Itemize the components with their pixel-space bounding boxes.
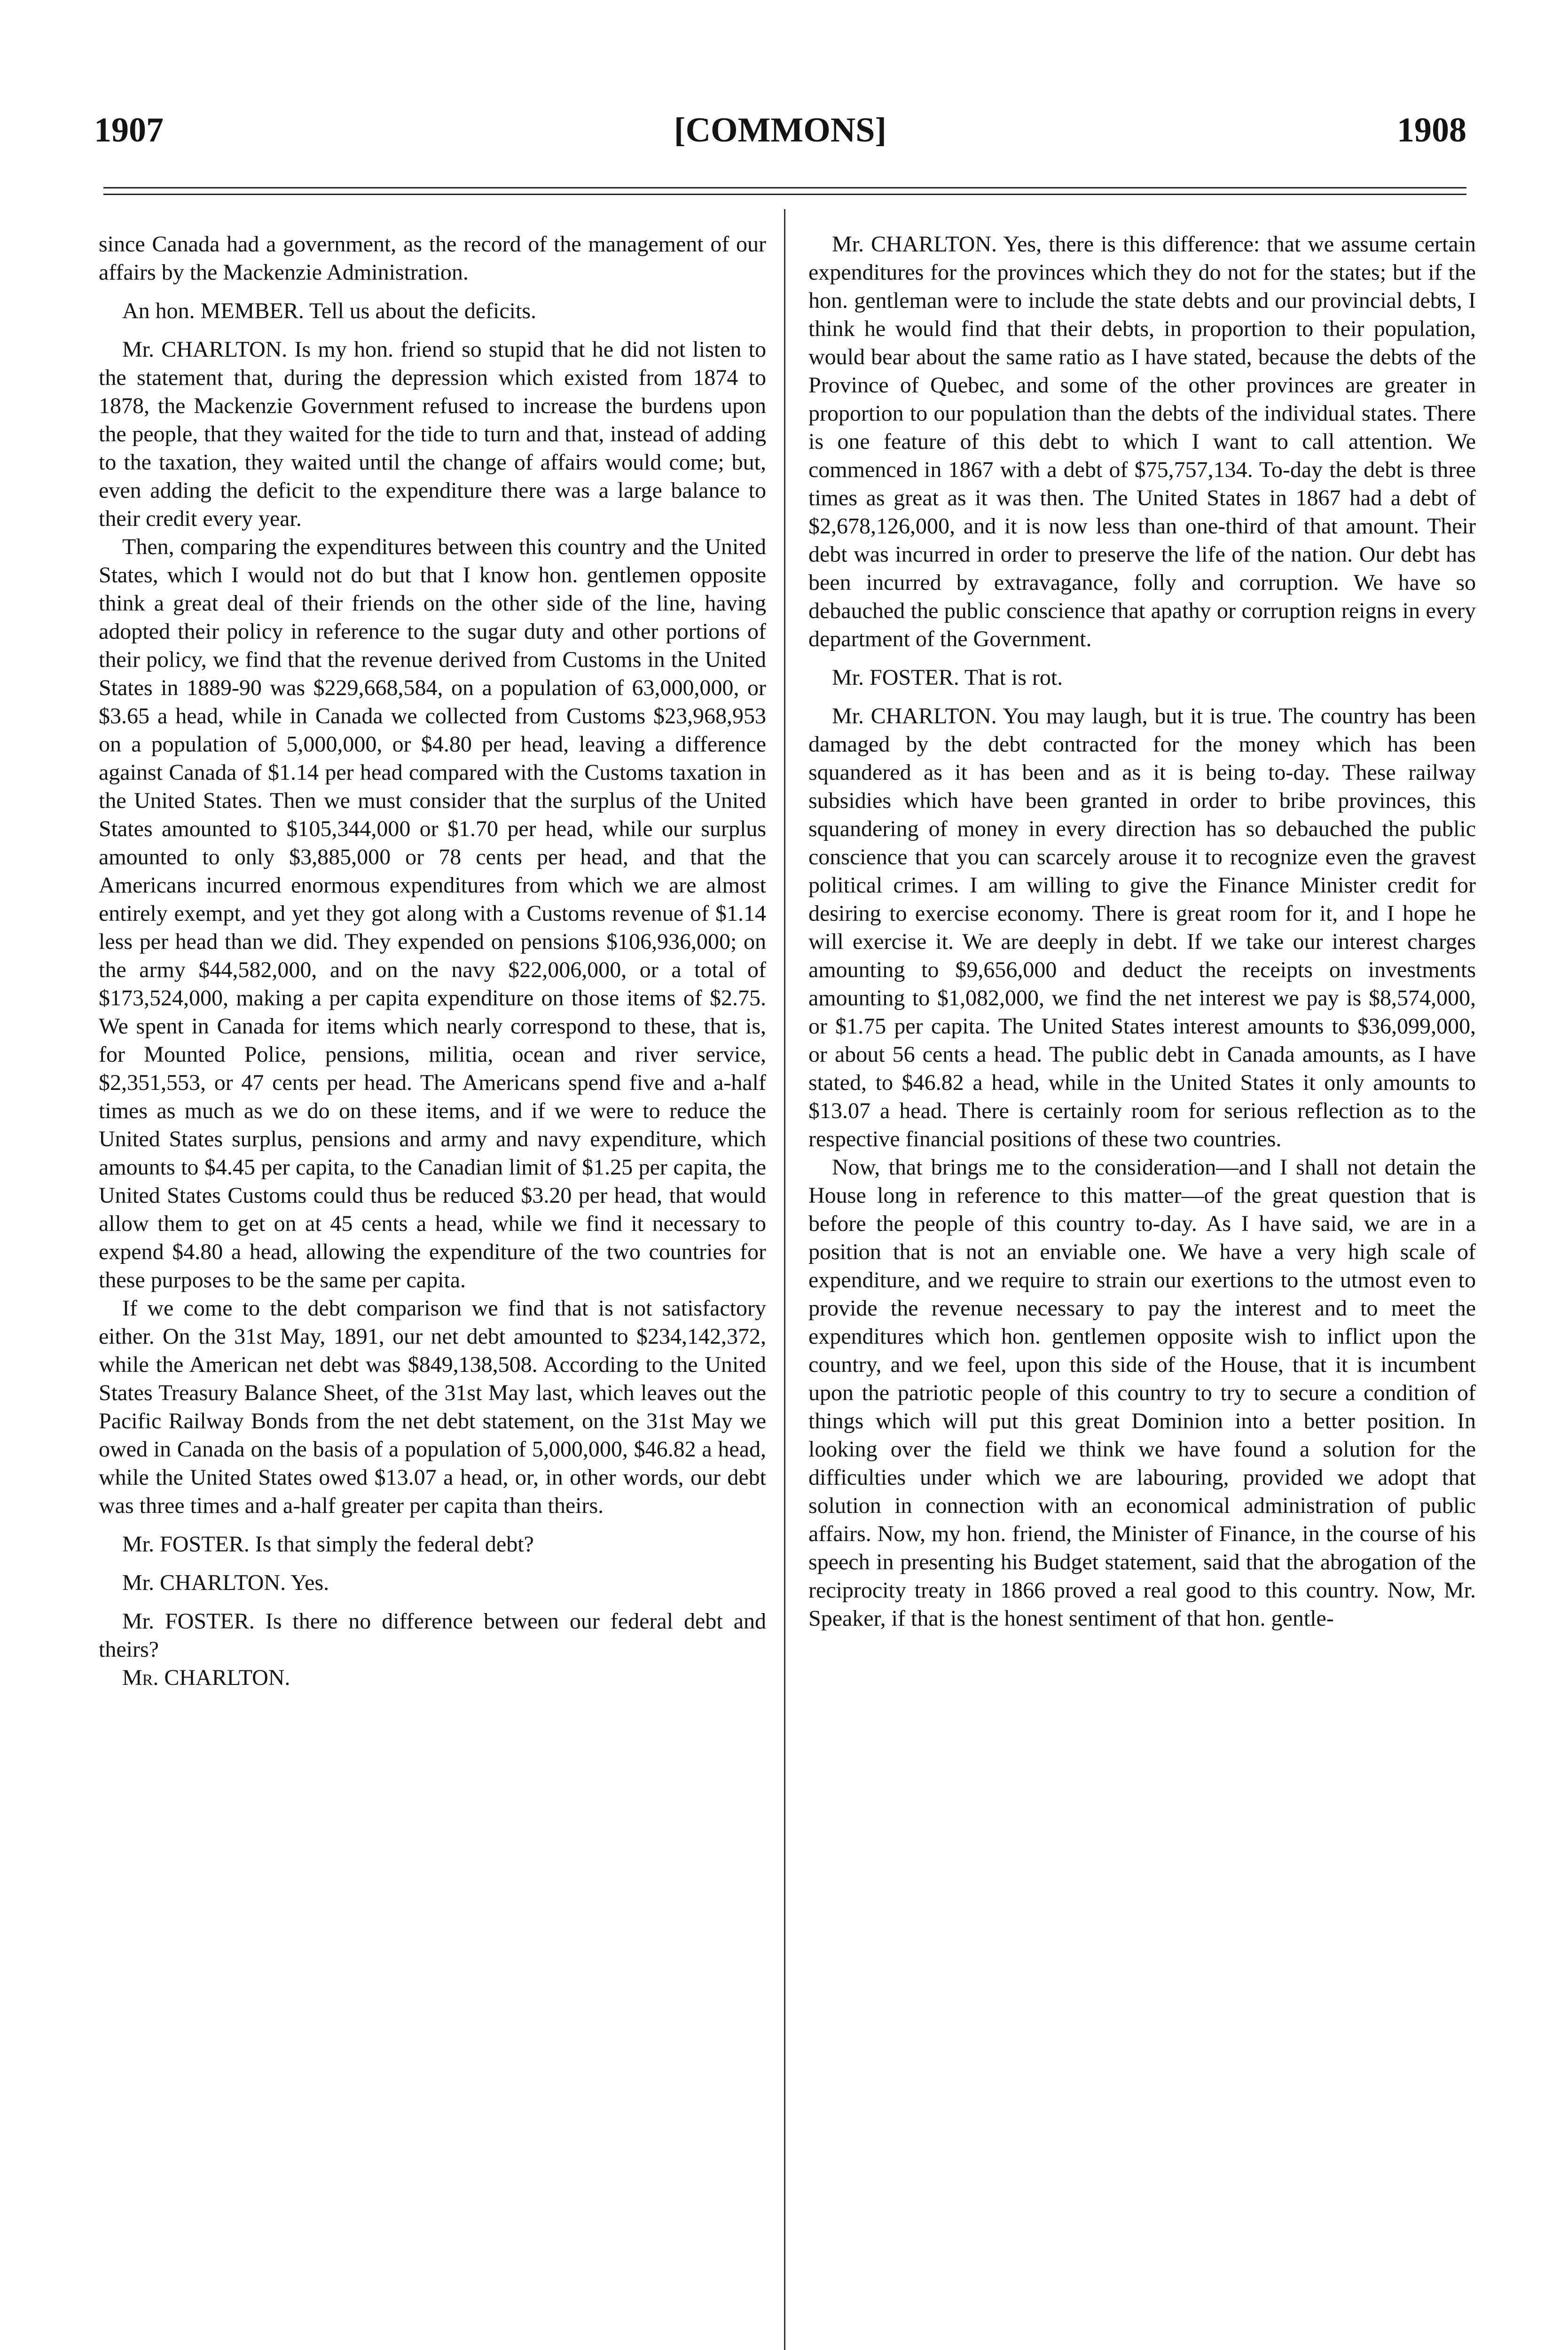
left-column <box>99 230 766 1692</box>
right-column <box>808 230 1476 1633</box>
paragraph: Mr. CHARLTON. <box>122 1665 290 1690</box>
paragraph: Then, comparing the expenditures between this country and the United States, which I would not do but that I know hon. gentlemen opposite think a great deal of their friends on the other side of the line, having adopted their policy in reference to the sugar duty and other portions of their policy, we find that the revenue derived from Customs in the United States in 1889-90 was $229,668,584, on a population of 63,000,000, or $3.65 a head, while in Canada we collected from Customs $23,968,953 on a population of 5,000,000, or $4.80 per head, leaving a difference against Canada of $1.14 per head compared with the Customs taxation in the United States. Then we must consider that the surplus of the United States amounted to $105,344,000 or $1.70 per head, while our surplus amounted to only $3,885,000 or 78 cents per head, and that the Americans incurred enormous expenditures from which we are almost entirely exempt, and yet they got along with a Customs revenue of $1.14 less per head than we did. They expended on pensions $106,936,000; on the army $44,582,000, and on the navy $22,006,000, or a total of $173,524,000, making a per capita expenditure on those items of $2.75. We spent in Canada for items which nearly correspond to these, that is, for Mounted Police, pensions, militia, ocean and river service, $2,351,553, or 47 cents per head. The Americans spend five and a-half times as much as we do on these items, and if we were to reduce the United States surplus, pensions and army and navy expenditure, which amounts to $4.45 per capita, to the Canadian limit of $1.25 per capita, the United States Customs could thus be reduced $3.20 per head, that would allow them to get on at 45 cents a head, while we find it necessary to expend $4.80 a head, allowing the expenditure of the two countries for these purposes to be the same per capita. <box>99 534 766 1292</box>
paragraph: Mr. FOSTER. That is rot. <box>832 665 1063 690</box>
paragraph: Mr. CHARLTON. Yes. <box>122 1570 329 1595</box>
paragraph: since Canada had a government, as the record of the management of our affairs by the Mackenzie Administration. <box>99 232 766 285</box>
running-title: [COMMONS] <box>674 111 887 149</box>
column-divider <box>784 209 785 2350</box>
page-header <box>94 110 1466 162</box>
left-page-number: 1907 <box>94 111 164 149</box>
header-rule-bottom <box>103 194 1466 195</box>
paragraph: Now, that brings me to the consideration—and I shall not detain the House long in reference to this matter—of the great question that is before the people of this country to-day. As I have said, we are in a position that is not an enviable one. We have a very high scale of expenditure, and we require to strain our exertions to the utmost even to provide the revenue necessary to pay the interest and to meet the expenditures which hon. gentlemen opposite wish to inflict upon the country, and we feel, upon this side of the House, that it is incumbent upon the patriotic people of this country to try to secure a condition of things which will put this great Dominion into a better position. In looking over the field we think we have found a solution for the difficulties under which we are labouring, provided we adopt that solution in connection with an economical administration of public affairs. Now, my hon. friend, the Minister of Finance, in the course of his speech in presenting his Budget statement, said that the abrogation of the reciprocity treaty in 1866 proved a real good to this country. Now, Mr. Speaker, if that is the honest sentiment of that hon. gentle- <box>808 1155 1476 1631</box>
paragraph: If we come to the debt comparison we find that is not satisfactory either. On the 31st May, 1891, our net debt amounted to $234,142,372, while the American net debt was $849,138,508. According to the United States Treasury Balance Sheet, of the 31st May last, which leaves out the Pacific Railway Bonds from the net debt statement, on the 31st May we owed in Canada on the basis of a population of 5,000,000, $46.82 a head, while the United States owed $13.07 a head, or, in other words, our debt was three times and a-half greater per capita than theirs. <box>99 1296 766 1518</box>
paragraph: Mr. CHARLTON. Is my hon. friend so stupid that he did not listen to the statement that, during the depression which existed from 1874 to 1878, the Mackenzie Government refused to increase the burdens upon the people, that they waited for the tide to turn and that, instead of adding to the taxation, they waited until the change of affairs would come; but, even adding the deficit to the expenditure there was a large balance to their credit every year. <box>99 337 766 531</box>
paragraph: Mr. FOSTER. Is that simply the federal debt? <box>122 1532 534 1557</box>
right-page-number: 1908 <box>1397 111 1466 149</box>
paragraph: Mr. CHARLTON. Yes, there is this difference: that we assume certain expenditures for the provinces which they do not for the states; but if the hon. gentleman were to include the state debts and our provincial debts, I think he would find that their debts, in proportion to their population, would bear about the same ratio as I have stated, because the debts of the Province of Quebec, and some of the other provinces are greater in proportion to our population than the debts of the individual states. There is one feature of this debt to which I want to call attention. We commenced in 1867 with a debt of $75,757,134. To-day the debt is three times as great as it was then. The United States in 1867 had a debt of $2,678,126,000, and it is now less than one-third of that amount. Their debt was incurred in order to preserve the life of the nation. Our debt has been incurred by extravagance, folly and corruption. We have so debauched the public conscience that apathy or corruption reigns in every department of the Government. <box>808 232 1476 651</box>
header-rule-top <box>103 187 1466 188</box>
paragraph: An hon. MEMBER. Tell us about the deficits. <box>122 298 537 323</box>
paragraph: Mr. FOSTER. Is there no difference between our federal debt and theirs? <box>99 1609 766 1662</box>
paragraph: Mr. CHARLTON. You may laugh, but it is true. The country has been damaged by the debt contracted for the money which has been squandered as it has been and as it is being to-day. These railway subsidies which have been granted in order to bribe provinces, this squandering of money in every direction has so debauched the public conscience that you can scarcely arouse it to recognize even the gravest political crimes. I am willing to give the Finance Minister credit for desiring to exercise economy. There is great room for it, and I hope he will exercise it. We are deeply in debt. If we take our interest charges amounting to $9,656,000 and deduct the receipts on investments amounting to $1,082,000, we find the net interest we pay is $8,574,000, or $1.75 per capita. The United States interest amounts to $36,099,000, or about 56 cents a head. The public debt in Canada amounts, as I have stated, to $46.82 a head, while in the United States it only amounts to $13.07 a head. There is certainly room for serious reflection as to the respective financial positions of these two countries. <box>808 704 1476 1152</box>
